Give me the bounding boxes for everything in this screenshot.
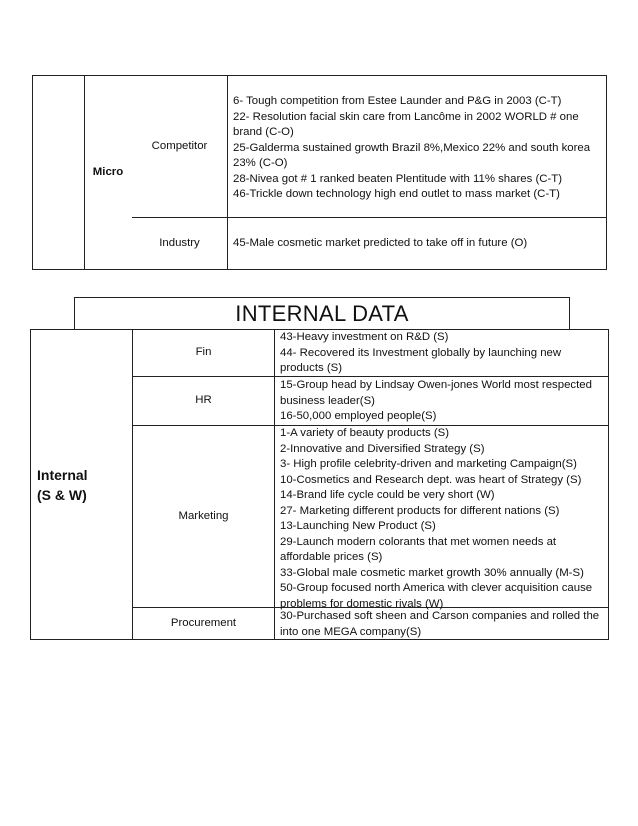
- list-item: 23% (C-O): [233, 157, 288, 169]
- list-item: 27- Marketing different products for different nations (S): [280, 504, 560, 517]
- list-item: business leader(S): [280, 394, 375, 407]
- list-item: 30-Purchased soft sheen and Carson companies and rolled the: [280, 610, 600, 622]
- list-item: brand (C-O): [233, 126, 294, 138]
- list-item: 43-Heavy investment on R&D (S): [280, 331, 449, 343]
- hr-entries: [280, 378, 605, 425]
- internal-section-label: [31, 330, 132, 639]
- list-item: 14-Brand life cycle could be very short (W): [280, 489, 495, 501]
- marketing-entries: [280, 426, 605, 612]
- list-item: 50-Group focused north America with clever acquisition cause: [280, 582, 593, 594]
- industry-category-label: Industry: [159, 236, 200, 249]
- competitor-category-label: Competitor: [151, 139, 208, 152]
- internal-data-banner: [74, 297, 570, 330]
- fin-category-label: Fin: [195, 346, 212, 359]
- external-table: [32, 75, 607, 270]
- page-title: INTERNAL DATA: [235, 300, 409, 326]
- procurement-entries: [280, 609, 605, 640]
- list-item: 2-Innovative and Diversified Strategy (S): [280, 442, 485, 455]
- fin-entries: [280, 330, 605, 377]
- micro-section-label: Micro: [92, 165, 124, 178]
- list-item: 22- Resolution facial skin care from Lancôme in 2002 WORLD # one: [233, 110, 579, 123]
- list-item: 10-Cosmetics and Research dept. was heart of Strategy (S): [280, 473, 582, 486]
- procurement-category-label: Procurement: [170, 616, 237, 629]
- competitor-entries: [233, 94, 603, 203]
- list-item: 16-50,000 employed people(S): [280, 410, 437, 422]
- list-item: 3- High profile celebrity-driven and marketing Campaign(S): [280, 458, 577, 470]
- list-item: into one MEGA company(S): [280, 625, 422, 638]
- list-item: 25-Galderma sustained growth Brazil 8%,Mexico 22% and south korea: [233, 141, 591, 154]
- list-item: 1-A variety of beauty products (S): [280, 427, 450, 439]
- column-divider: [227, 76, 228, 269]
- list-item: 46-Trickle down technology high end outlet to mass market (C-T): [233, 188, 560, 200]
- hr-category-label: HR: [195, 394, 212, 407]
- list-item: 13-Launching New Product (S): [280, 520, 436, 532]
- internal-table: [30, 329, 609, 640]
- list-item: 15-Group head by Lindsay Owen-jones World most respected: [280, 379, 592, 391]
- list-item: affordable prices (S): [280, 551, 383, 563]
- list-item: 45-Male cosmetic market predicted to take off in future (O): [233, 236, 528, 249]
- marketing-category-label: Marketing: [178, 509, 229, 522]
- list-item: 28-Nivea got # 1 ranked beaten Plentitude with 11% shares (C-T): [233, 172, 563, 185]
- list-item: 44- Recovered its Investment globally by launching new: [280, 346, 562, 359]
- section-label-line: (S & W): [37, 486, 87, 503]
- section-label-line: Internal: [37, 466, 88, 483]
- list-item: products (S): [280, 362, 343, 374]
- list-item: 33-Global male cosmetic market growth 30% annually (M-S): [280, 566, 584, 579]
- list-item: problems for domestic rivals (W): [280, 597, 444, 610]
- list-item: 29-Launch modern colorants that met women needs at: [280, 535, 557, 548]
- list-item: 6- Tough competition from Estee Launder and P&G in 2003 (C-T): [233, 95, 562, 107]
- industry-entries: [233, 218, 527, 269]
